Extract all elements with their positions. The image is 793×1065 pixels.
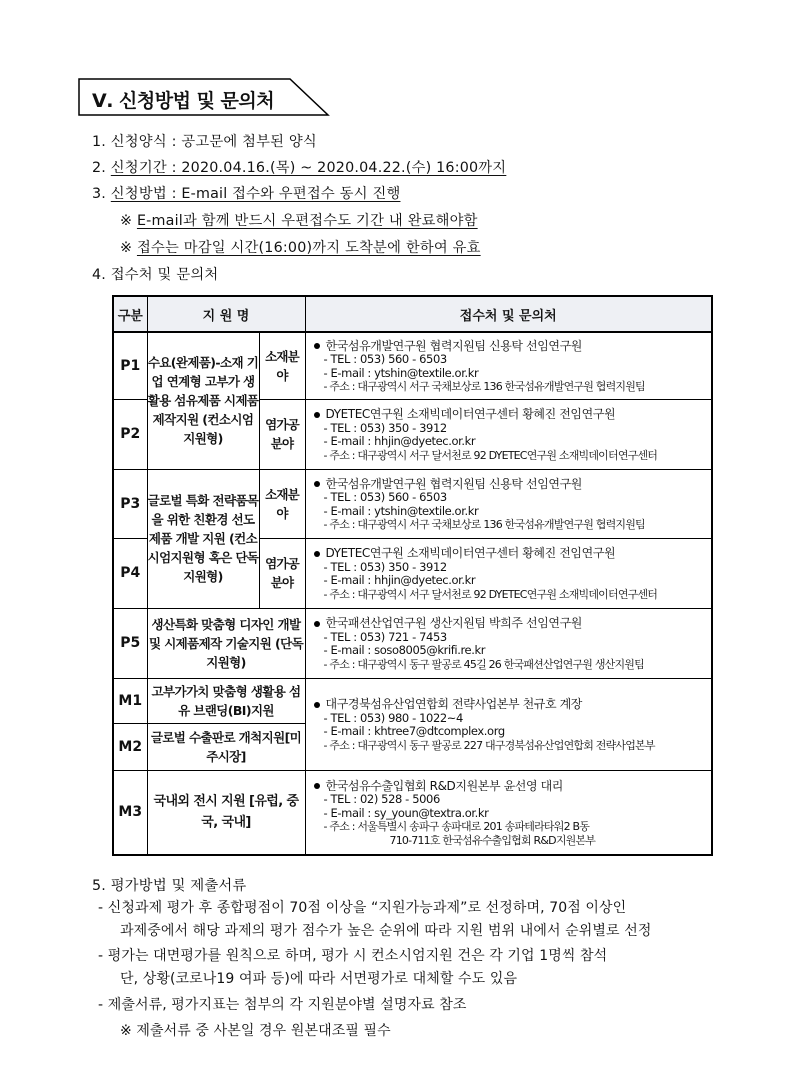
- eval-bullet-1-cont: 과제중에서 해당 과제의 평가 점수가 높은 순위에 따라 지원 범위 내에서 순위별로 선정: [120, 923, 652, 939]
- section5-title: 5. 평가방법 및 제출서류: [92, 878, 247, 894]
- row-code: M2: [113, 723, 147, 770]
- email-link[interactable]: - E-mail : soso8005@krifi.re.kr: [323, 643, 486, 657]
- program-name: 수요(완제품)-소재 기업 연계형 고부가 생활용 섬유제품 시제품 제작지원 (컨소시엄지원형): [147, 332, 259, 469]
- row-code: P5: [113, 608, 147, 678]
- email-link[interactable]: - E-mail : khtree7@dtcomplex.org: [323, 724, 505, 738]
- item-method: 3. 신청방법 : E-mail 접수와 우편접수 동시 진행: [92, 186, 401, 202]
- eval-bullet-1: - 신청과제 평가 후 종합평점이 70점 이상을 “지원가능과제”로 선정하며, 70점 이상인: [98, 900, 627, 916]
- section-header-box: [78, 78, 330, 116]
- bullet-icon: [314, 412, 320, 418]
- bullet-icon: [314, 783, 320, 789]
- header-program: 지 원 명: [147, 296, 305, 332]
- eval-bullet-2-cont: 단, 상황(코로나19 여파 등)에 따라 서면평가로 대체할 수도 있음: [120, 971, 518, 987]
- note-email: ※ E-mail과 함께 반드시 우편접수도 기간 내 완료해야함: [120, 213, 478, 229]
- program-name: 고부가가치 맞춤형 생활용 섬유 브랜딩(BI)지원: [147, 678, 305, 723]
- bullet-icon: [314, 551, 320, 557]
- field-name: 소재분야: [259, 332, 305, 399]
- contact-cell: 한국섬유개발연구원 협력지원팀 신용탁 선임연구원 - TEL : 053) 560 - 6503 - E-mail : ytshin@textile.or.kr - 주소 : 대구광역시 서구 국채보상로 136 한국섬유개발연구원 협력지원팀: [305, 332, 712, 399]
- row-code: P4: [113, 538, 147, 608]
- bullet-icon: [314, 702, 320, 708]
- row-code: P3: [113, 469, 147, 538]
- table-header-row: [113, 296, 712, 332]
- header-contact: 접수처 및 문의처: [305, 296, 712, 332]
- contact-table: [112, 295, 713, 856]
- email-link[interactable]: - E-mail : hhjin@dyetec.or.kr: [323, 573, 476, 587]
- table-row: [113, 770, 712, 855]
- eval-bullet-3: - 제출서류, 평가지표는 첨부의 각 지원분야별 설명자료 참조: [98, 997, 467, 1013]
- header-category: 구분: [113, 296, 147, 332]
- row-code: M3: [113, 770, 147, 855]
- table-row: [113, 469, 712, 538]
- email-link[interactable]: - E-mail : hhjin@dyetec.or.kr: [323, 434, 476, 448]
- program-name: 글로벌 수출판로 개척지원[미주시장]: [147, 723, 305, 770]
- item-period: 2. 신청기간 : 2020.04.16.(목) ~ 2020.04.22.(수) 16:00까지: [92, 160, 507, 176]
- contact-cell: 한국섬유수출입협회 R&D지원본부 윤선영 대리 - TEL : 02) 528 - 5006 - E-mail : sy_youn@textra.or.kr - 주소 : 서울특별시 송파구 송파대로 201 송파테라타워2 B동 710-711호 한국섬유수출입협회 R&D지원본부: [305, 770, 712, 855]
- table-row: [113, 678, 712, 723]
- table-row: [113, 608, 712, 678]
- email-link[interactable]: - E-mail : sy_youn@textra.or.kr: [323, 805, 489, 820]
- program-name: 생산특화 맞춤형 디자인 개발 및 시제품제작 기술지원 (단독지원형): [147, 608, 305, 678]
- contact-cell: 한국섬유개발연구원 협력지원팀 신용탁 선임연구원 - TEL : 053) 560 - 6503 - E-mail : ytshin@textile.or.kr - 주소 : 대구광역시 서구 국채보상로 136 한국섬유개발연구원 협력지원팀: [305, 469, 712, 538]
- eval-bullet-2: - 평가는 대면평가를 원칙으로 하며, 평가 시 컨소시엄지원 건은 각 기업 1명씩 참석: [98, 948, 608, 964]
- row-code: P1: [113, 332, 147, 399]
- field-name: 염가공 분야: [259, 399, 305, 469]
- program-name: 국내외 전시 지원 [유럽, 중국, 국내]: [147, 770, 305, 855]
- email-link[interactable]: - E-mail : ytshin@textile.or.kr: [323, 503, 479, 518]
- contact-cell: 한국패션산업연구원 생산지원팀 박희주 선임연구원 - TEL : 053) 721 - 7453 - E-mail : soso8005@krifi.re.kr - 주소 : 대구광역시 동구 팔공로 45길 26 한국패션산업연구원 생산지원팀: [305, 608, 712, 678]
- field-name: 소재분야: [259, 469, 305, 538]
- bullet-icon: [314, 343, 320, 349]
- contact-cell: 대구경북섬유산업연합회 전략사업본부 천규호 계장 - TEL : 053) 980 - 1022~4 - E-mail : khtree7@dtcomplex.org - 주소 : 대구광역시 동구 팔공로 227 대구경북섬유산업연합회 전략사업본부: [305, 678, 712, 770]
- row-code: M1: [113, 678, 147, 723]
- contact-cell: DYETEC연구원 소재빅데이터연구센터 황혜진 전임연구원 - TEL : 053) 350 - 3912 - E-mail : hhjin@dyetec.or.kr - 주소 : 대구광역시 서구 달서천로 92 DYETEC연구원 소재빅데이터연구센터: [305, 399, 712, 469]
- item-contacts: 4. 접수처 및 문의처: [92, 267, 219, 283]
- row-code: P2: [113, 399, 147, 469]
- note-deadline: ※ 접수는 마감일 시간(16:00)까지 도착분에 한하여 유효: [120, 240, 481, 256]
- item-form: 1. 신청양식 : 공고문에 첨부된 양식: [92, 134, 317, 150]
- section-title: Ⅴ. 신청방법 및 문의처: [92, 90, 275, 112]
- table-row: [113, 332, 712, 399]
- email-link[interactable]: - E-mail : ytshin@textile.or.kr: [323, 365, 479, 380]
- submission-note: ※ 제출서류 중 사본일 경우 원본대조필 필수: [120, 1023, 391, 1039]
- contact-cell: DYETEC연구원 소재빅데이터연구센터 황혜진 전임연구원 - TEL : 053) 350 - 3912 - E-mail : hhjin@dyetec.or.kr - 주소 : 대구광역시 서구 달서천로 92 DYETEC연구원 소재빅데이터연구센터: [305, 538, 712, 608]
- bullet-icon: [314, 481, 320, 487]
- field-name: 염가공 분야: [259, 538, 305, 608]
- program-name: 글로벌 특화 전략품목을 위한 친환경 선도제품 개발 지원 (컨소시엄지원형 혹은 단독지원형): [147, 469, 259, 608]
- bullet-icon: [314, 621, 320, 627]
